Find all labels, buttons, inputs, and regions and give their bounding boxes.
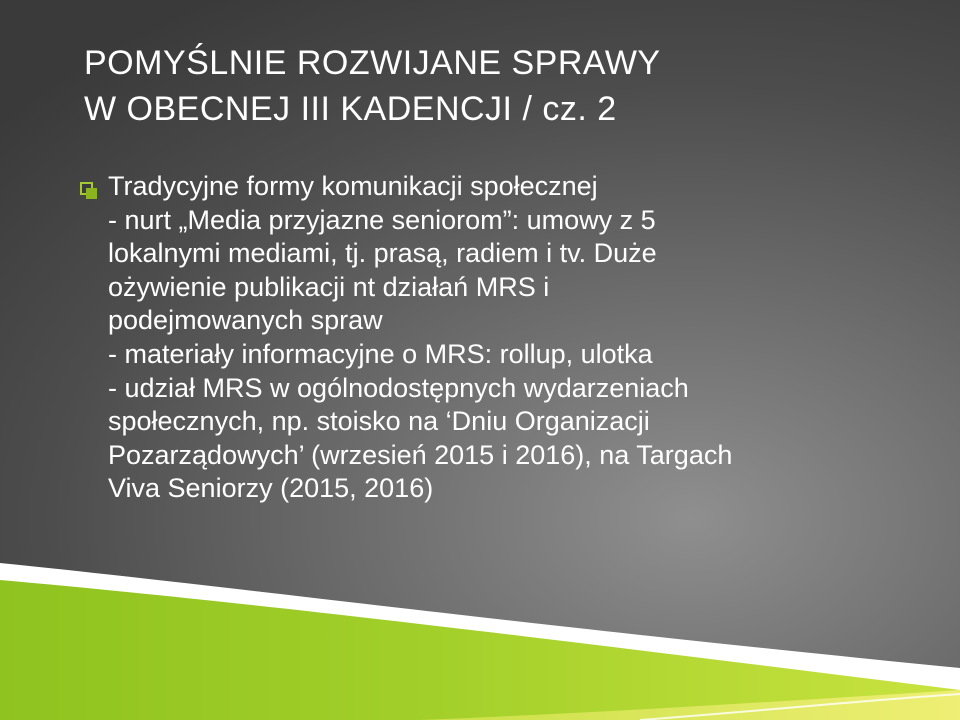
bullet-line-7: - udział MRS w ogólnodostępnych wydarzeniach xyxy=(108,372,689,403)
green-band xyxy=(0,580,960,720)
bullet-line-10: Viva Seniorzy (2015, 2016) xyxy=(108,473,434,504)
bullet-line-5: podejmowanych spraw xyxy=(108,305,383,336)
bullet-line-1: Tradycyjne formy komunikacji społecznej xyxy=(108,171,598,201)
bullet-line-6: - materiały informacyjne o MRS: rollup, ulotka xyxy=(108,338,653,369)
bullet-line-3: lokalnymi mediami, tj. prasą, radiem i tv. Duże xyxy=(108,238,657,269)
bullet-line-8: społecznych, np. stoisko na ‘Dniu Organizacji xyxy=(108,406,650,437)
title-line-1: POMYŚLNIE ROZWIJANE SPRAWY xyxy=(84,44,661,82)
title-line-2: W OBECNEJ III KADENCJI / cz. 2 xyxy=(84,90,617,128)
bullet-line-2: - nurt „Media przyjazne seniorom”: umowy z 5 xyxy=(108,204,656,235)
bullet-line-9: Pozarządowych’ (wrzesień 2015 i 2016), na Targach xyxy=(108,439,733,470)
bullet-line-4: ożywienie publikacji nt działań MRS i xyxy=(108,271,550,302)
